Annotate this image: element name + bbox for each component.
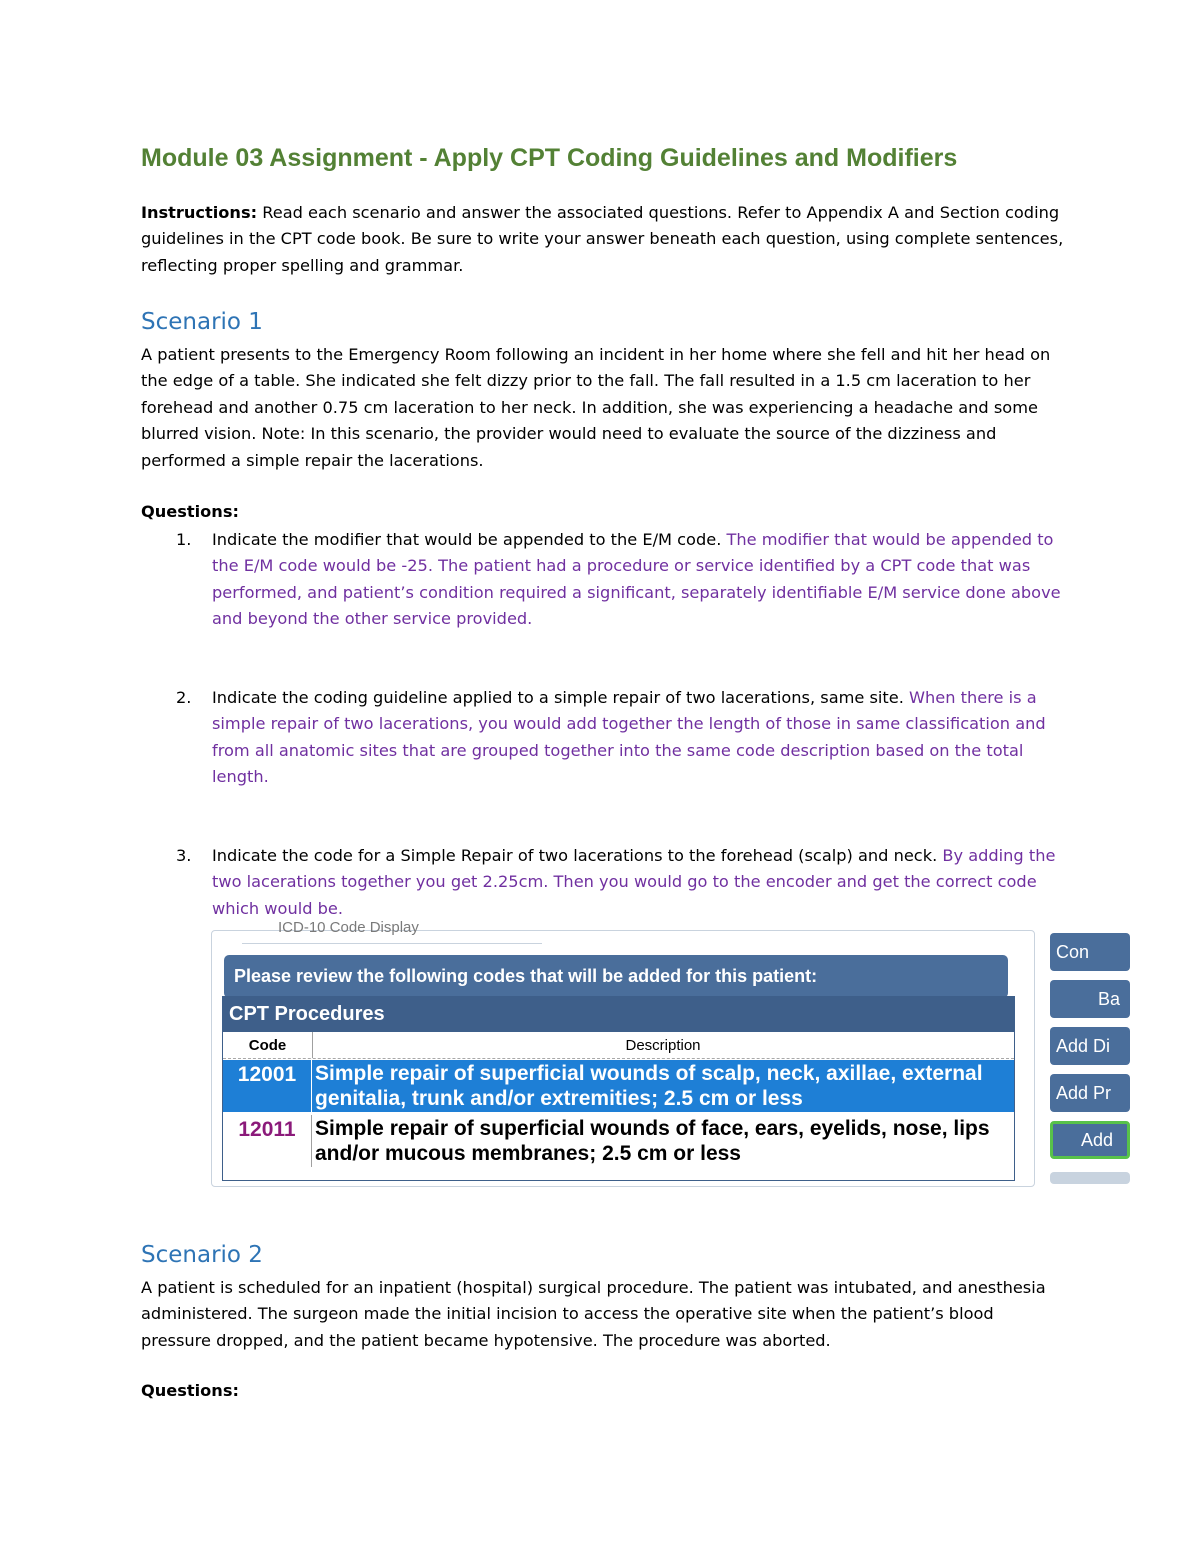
question-body: [212, 843, 1066, 922]
page-title: Module 03 Assignment - Apply CPT Coding Guidelines and Modifiers: [141, 144, 958, 172]
panel-tab-label: ICD-10 Code Display: [278, 919, 419, 936]
question-item: [176, 843, 1066, 922]
scenario-2-text: A patient is scheduled for an inpatient (hospital) surgical procedure. The patient was intubated, and anesthesia administered. The surgeon made the initial incision to access the operative site when the patient’s blood pressure dropped, and the patient became hypotensive. The procedure was aborted.: [141, 1278, 1046, 1350]
question-text: Indicate the coding guideline applied to a simple repair of two lacerations, same site.: [212, 688, 910, 707]
add-diagnosis-button[interactable]: Add Di: [1050, 1027, 1130, 1065]
code-cell: 12011: [223, 1115, 312, 1167]
question-number: 3.: [176, 846, 192, 865]
question-body: [212, 527, 1066, 633]
question-item: [176, 685, 1066, 791]
encoder-screenshot: [211, 919, 1121, 1185]
add-button[interactable]: Add: [1050, 1121, 1130, 1159]
scenario-2-heading: Scenario 2: [141, 1242, 263, 1268]
question-body: [212, 685, 1066, 791]
code-cell: 12001: [223, 1060, 312, 1112]
answer-text: By adding the two lacerations together you get 2.25cm. Then you would go to the encoder and get the correct code which would be.: [212, 846, 1056, 918]
table-column-header: [223, 1032, 1014, 1059]
column-code: Code: [223, 1032, 313, 1058]
description-cell: Simple repair of superficial wounds of scalp, neck, axillae, external genitalia, trunk and/or extremities; 2.5 cm or less: [315, 1062, 983, 1110]
answer-text: When there is a simple repair of two lacerations, you would add together the length of those in same classification and from all anatomic sites that are grouped together into the same code description based on the total length.: [212, 688, 1046, 787]
partial-button: [1050, 1172, 1130, 1184]
instructions-text: Read each scenario and answer the associated questions. Refer to Appendix A and Section coding guidelines in the CPT code book. Be sure to write your answer beneath each question, using complete sentences, reflecting proper spelling and grammar.: [141, 203, 1064, 275]
instructions-label: Instructions:: [141, 203, 258, 222]
cpt-procedures-table: [222, 996, 1015, 1181]
back-button[interactable]: Ba: [1050, 980, 1130, 1018]
question-number: 2.: [176, 688, 192, 707]
scenario-1-heading: Scenario 1: [141, 309, 263, 335]
add-procedure-button[interactable]: Add Pr: [1050, 1074, 1130, 1112]
confirm-button[interactable]: Con: [1050, 933, 1130, 971]
instructions-paragraph: [141, 200, 1066, 279]
question-text: Indicate the code for a Simple Repair of two lacerations to the forehead (scalp) and neck.: [212, 846, 943, 865]
scenario-2-questions-label: Questions:: [141, 1381, 239, 1400]
column-description: Description: [625, 1037, 701, 1054]
review-banner: Please review the following codes that will be added for this patient:: [224, 955, 1008, 998]
table-row[interactable]: [223, 1115, 1014, 1167]
description-cell: Simple repair of superficial wounds of face, ears, eyelids, nose, lips and/or mucous membranes; 2.5 cm or less: [315, 1117, 990, 1165]
scenario-1-text: A patient presents to the Emergency Room following an incident in her home where she fell and hit her head on the edge of a table. She indicated she felt dizzy prior to the fall. The fall resulted in a 1.5 cm laceration to her forehead and another 0.75 cm laceration to her neck. In addition, she was experiencing a headache and some blurred vision. Note: In this scenario, the provider would need to evaluate the source of the dizziness and performed a simple repair the lacerations.: [141, 345, 1051, 470]
answer-text: The modifier that would be appended to the E/M code would be -25. The patient had a procedure or service identified by a CPT code that was performed, and patient’s condition required a significant, separately identifiable E/M service done above and beyond the other service provided.: [212, 530, 1061, 629]
table-title: CPT Procedures: [223, 997, 1014, 1032]
table-row[interactable]: [223, 1060, 1014, 1112]
question-text: Indicate the modifier that would be appended to the E/M code.: [212, 530, 722, 549]
scenario-1-questions-label: Questions:: [141, 502, 239, 521]
question-item: [176, 527, 1066, 633]
question-number: 1.: [176, 530, 192, 549]
